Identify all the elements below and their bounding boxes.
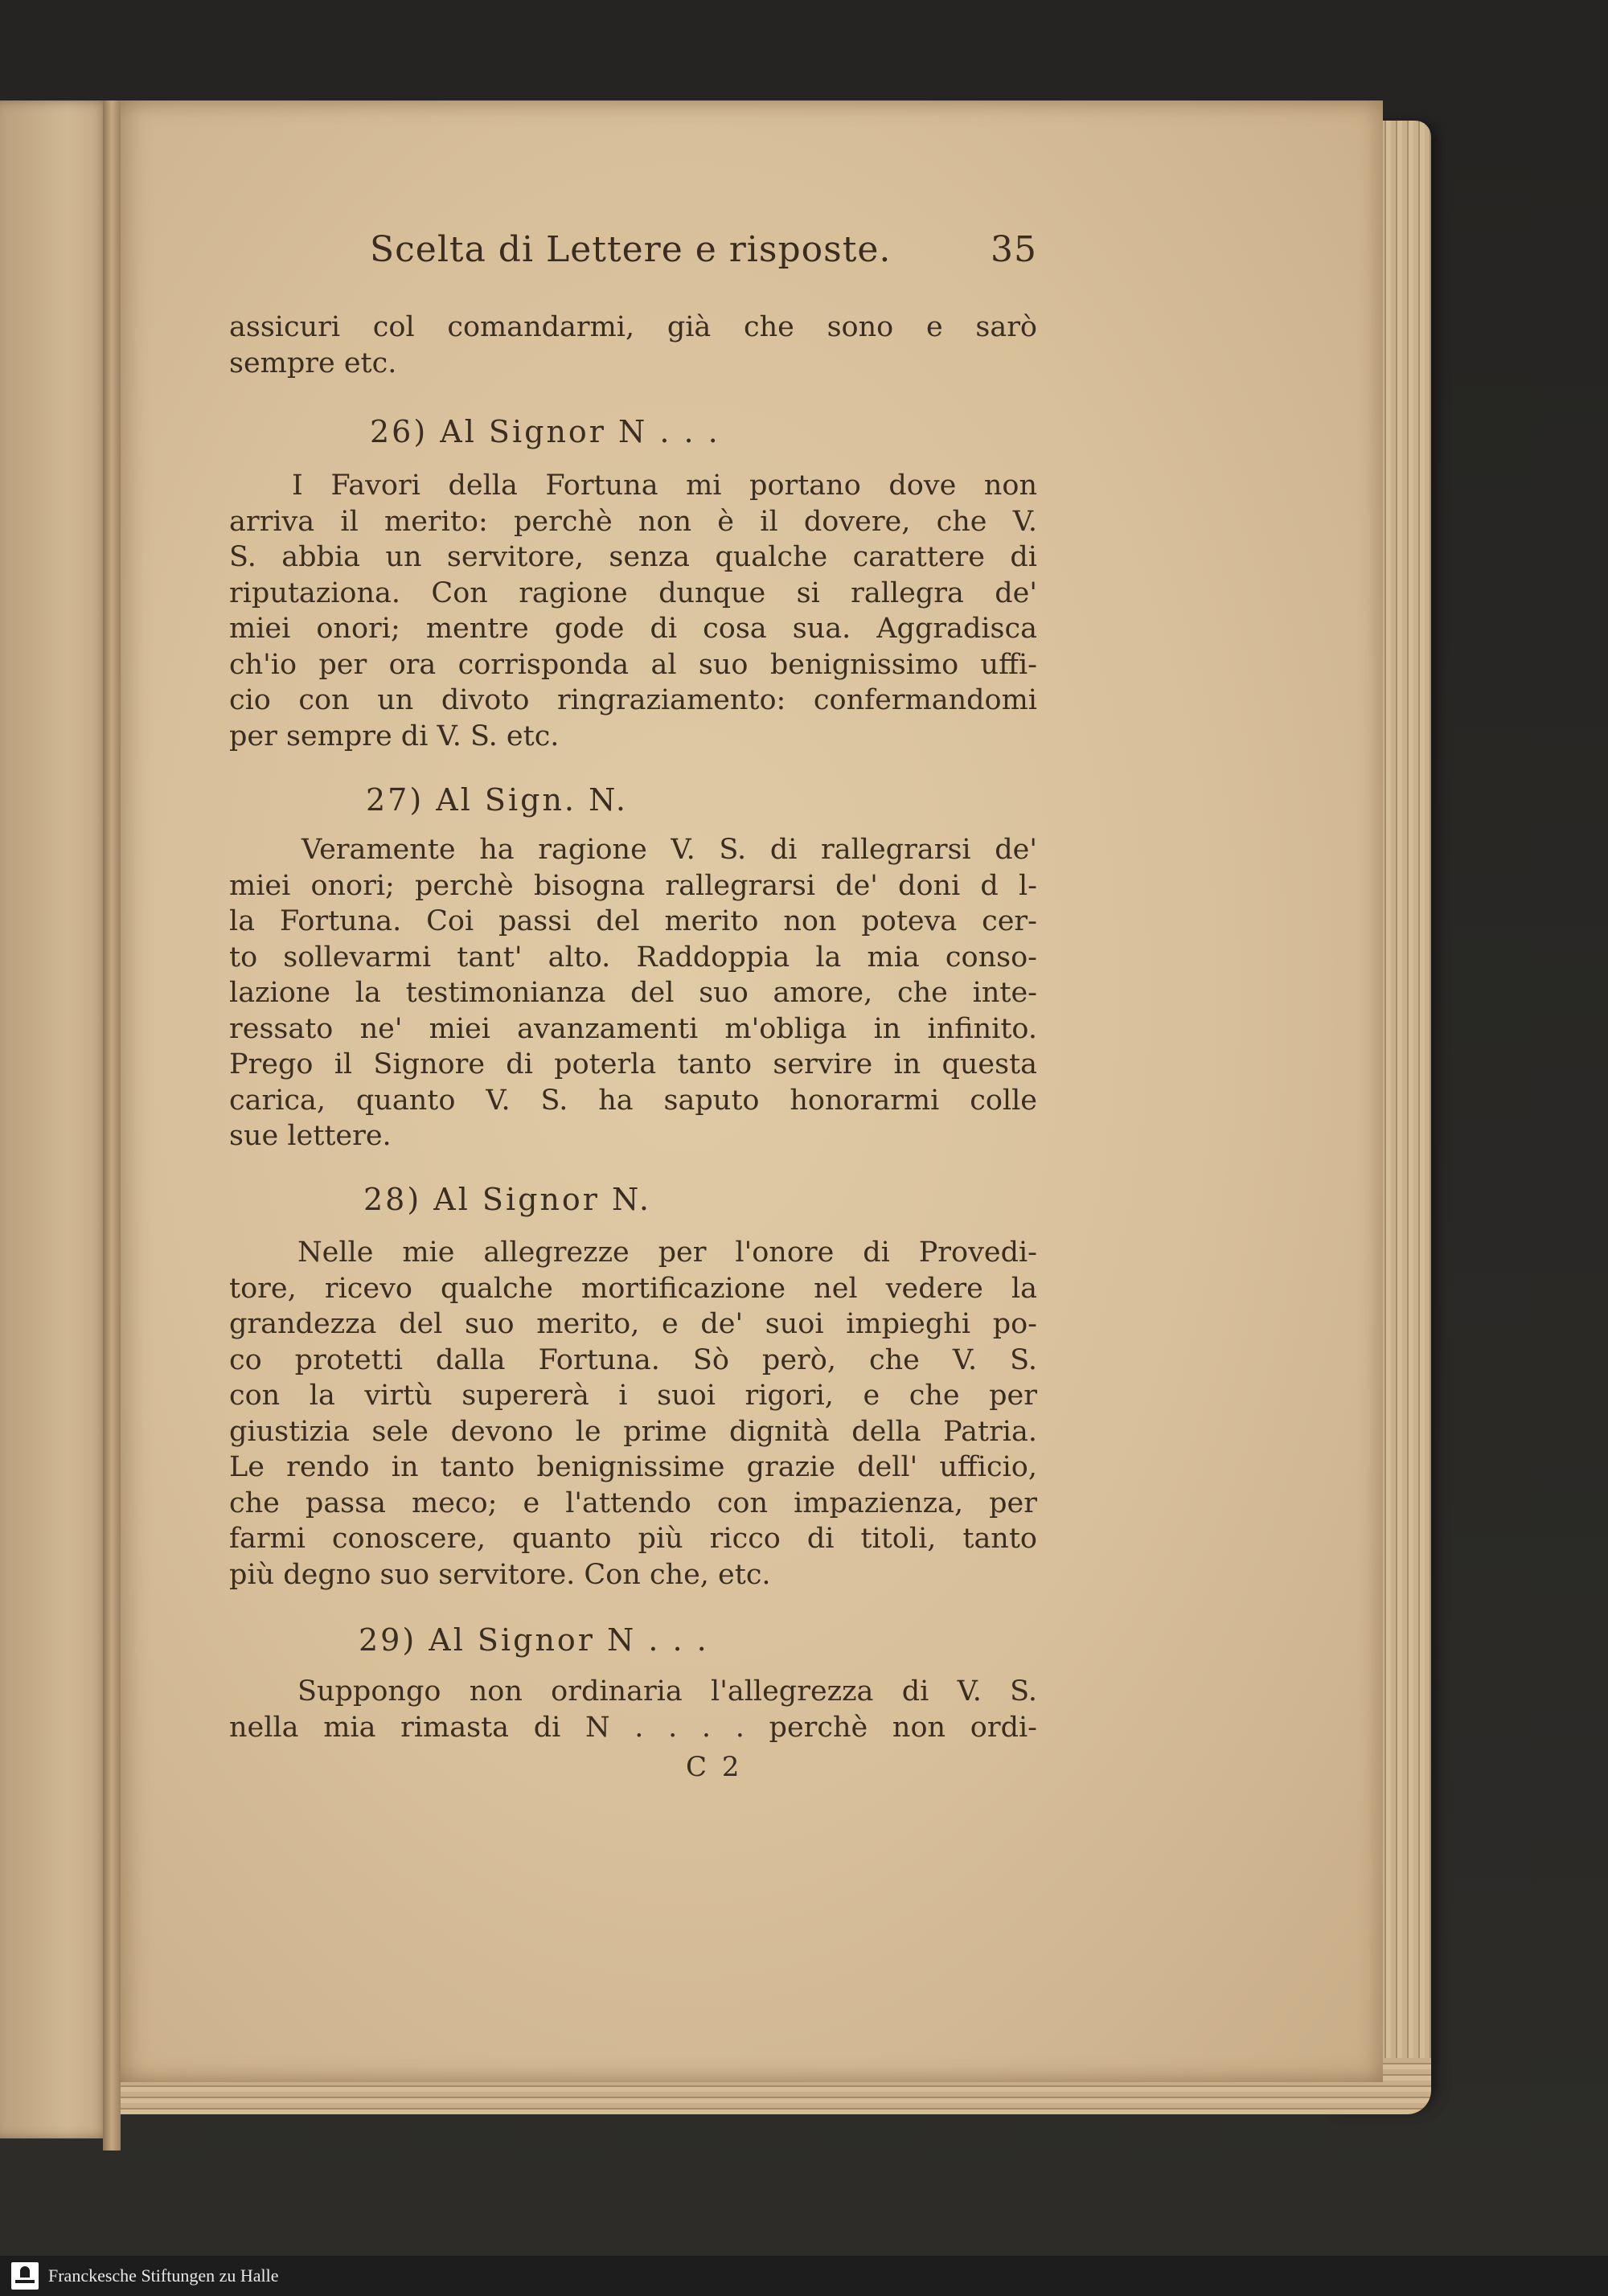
institution-name[interactable]: Franckesche Stiftungen zu Halle [48,2265,279,2286]
letter-body [229,468,1037,754]
text-line: assicuri col comandarmi, già che sono e sarò [229,311,1037,343]
text-line: miei onori; mentre gode di cosa sua. Aggradisca [229,613,1037,645]
text-line: Nelle mie allegrezze per l'onore di Provedi- [297,1236,1037,1269]
text-line: co protetti dalla Fortuna. Sò però, che V. S. [229,1343,1037,1376]
text-line: per sempre di V. S. etc. [229,720,560,752]
text-line: la Fortuna. Coi passi del merito non poteva cer- [229,905,1037,937]
opening-paragraph [229,310,1037,381]
text-line: Le rendo in tanto benignissime grazie dell' ufficio, [229,1451,1037,1483]
text-line: tore, ricevo qualche mortificazione nel vedere la [229,1272,1037,1305]
letter-heading: 26) Al Signor N . . . [370,414,720,449]
text-line: I Favori della Fortuna mi portano dove non [292,469,1037,502]
running-head [370,229,1045,285]
text-line: Prego il Signore di poterla tanto servire in questa [229,1048,1037,1080]
letter-body [229,832,1037,1154]
text-line: carica, quanto V. S. ha saputo honorarmi colle [229,1084,1037,1117]
letter-body [229,1235,1037,1593]
text-line: ressato ne' miei avanzamenti m'obliga in infinito. [229,1012,1037,1045]
text-line: Veramente ha ragione V. S. di rallegrarsi de' [302,834,1037,866]
signature-mark: C 2 [686,1751,743,1783]
text-line: ch'io per ora corrisponda al suo benignissimo uffi- [229,648,1037,681]
letter-heading: 27) Al Sign. N. [366,782,628,818]
text-line: che passa meco; e l'attendo con impazienza, per [229,1486,1037,1519]
letter-heading: 29) Al Signor N . . . [359,1622,709,1658]
text-line: lazione la testimonianza del suo amore, che inte- [229,977,1037,1009]
text-line: nella mia rimasta di N . . . . perchè non ordi- [229,1711,1037,1744]
text-line: riputaziona. Con ragione dunque si rallegra de' [229,576,1037,609]
page-number: 35 [991,229,1037,270]
text-line: Suppongo non ordinaria l'allegrezza di V. S. [297,1675,1037,1708]
text-line: più degno suo servitore. Con che, etc. [229,1558,771,1591]
text-line: sue lettere. [229,1120,392,1152]
footer-bar [0,2256,1608,2296]
text-line: arriva il merito: perchè non è il dovere, che V. [229,505,1037,538]
institution-logo-icon [11,2262,39,2290]
text-line: miei onori; perchè bisogna rallegrarsi de' doni d l- [229,869,1037,902]
text-line: sempre etc. [229,346,397,379]
running-head-title: Scelta di Lettere e risposte. [370,229,892,270]
text-line: cio con un divoto ringraziamento: confermandomi [229,684,1037,716]
letter-body [229,1674,1037,1745]
text-line: con la virtù supererà i suoi rigori, e che per [229,1380,1037,1412]
spine-gutter [103,100,121,2150]
facing-page-edge [0,100,113,2138]
text-line: farmi conoscere, quanto più ricco di titoli, tanto [229,1523,1037,1555]
text-line: S. abbia un servitore, senza qualche carattere di [229,541,1037,573]
letter-heading: 28) Al Signor N. [363,1182,651,1217]
text-line: grandezza del suo merito, e de' suoi impieghi po- [229,1308,1037,1340]
text-line: giustizia sele devono le prime dignità della Patria. [229,1415,1037,1448]
text-line: to sollevarmi tant' alto. Raddoppia la mia conso- [229,941,1037,974]
